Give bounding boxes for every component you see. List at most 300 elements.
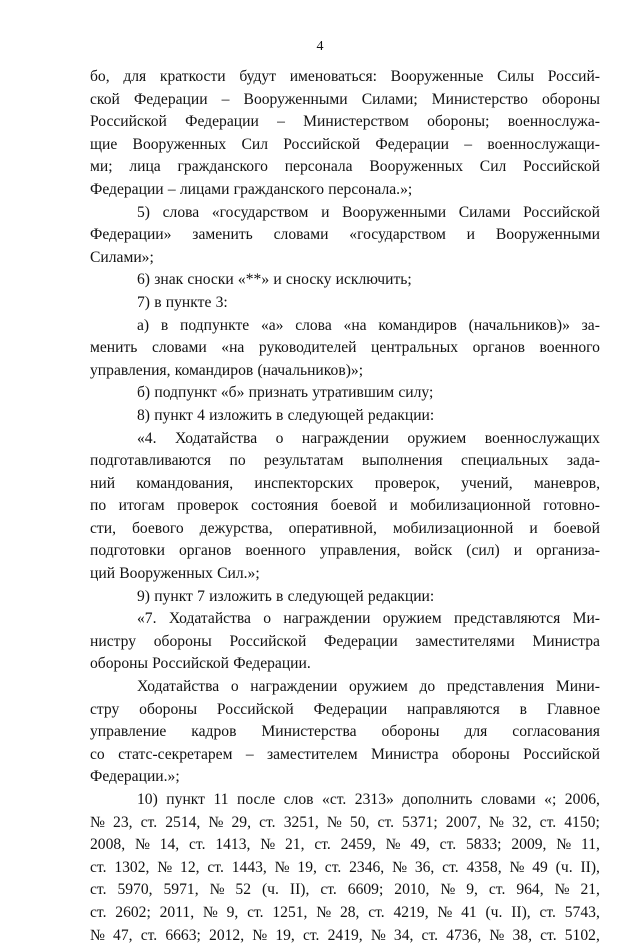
word: 6663; — [165, 926, 201, 944]
word: ст. — [488, 881, 506, 899]
word: ст. — [442, 858, 459, 876]
word: 23, — [113, 813, 133, 831]
word: представляются — [453, 610, 561, 628]
word: 5971, — [163, 881, 199, 899]
word: пункт — [166, 791, 205, 808]
word: (начальников)»; — [257, 361, 364, 379]
word: ций — [90, 565, 116, 583]
word: до — [419, 678, 436, 696]
word: о — [263, 610, 272, 628]
word: сти, — [90, 519, 116, 537]
word: менить — [90, 339, 138, 357]
word: ст. — [302, 926, 320, 944]
word: «4. — [137, 429, 157, 447]
word: (ч. — [261, 881, 279, 899]
word: Министерства — [261, 723, 357, 741]
word: 7 — [197, 587, 205, 605]
word: 2459, — [340, 836, 376, 854]
word: № — [489, 813, 504, 831]
word: Российской — [90, 113, 167, 131]
word: 4736, — [446, 926, 482, 944]
word: итогам — [118, 497, 165, 515]
word: 5833; — [465, 836, 502, 854]
text-line — [90, 653, 600, 676]
word: II), — [511, 903, 531, 921]
word: «а» — [260, 316, 284, 334]
text-line — [90, 428, 600, 451]
word: ст. — [90, 881, 107, 899]
word: подготавливаются — [90, 452, 212, 470]
word: № — [157, 858, 173, 876]
word: после — [237, 791, 276, 808]
text-line — [90, 382, 600, 405]
text-line — [90, 269, 600, 292]
word: II), — [580, 858, 600, 876]
word: «**» — [237, 271, 270, 289]
word: 50, — [349, 813, 370, 831]
word: проверок, — [374, 474, 440, 492]
word: следующей — [287, 587, 364, 605]
word: 21, — [580, 881, 600, 899]
word: 2419, — [327, 926, 363, 944]
word: – — [464, 135, 473, 153]
word: организа- — [536, 542, 600, 560]
word: подпункте — [179, 316, 250, 334]
word: командования, — [136, 474, 234, 492]
text-line — [90, 360, 600, 383]
word: стру — [90, 700, 120, 718]
word: управление — [90, 723, 167, 741]
text-line — [90, 676, 600, 699]
word: изложить — [209, 406, 272, 424]
word: Федерации — [133, 90, 208, 108]
word: (ч. — [485, 903, 503, 921]
word: со — [90, 745, 105, 763]
word: 9, — [226, 903, 239, 921]
word: подпункт — [154, 384, 217, 402]
word: 2011, — [159, 903, 195, 921]
word: 29, — [231, 813, 251, 831]
word: ст. — [90, 903, 107, 921]
word: 8) — [137, 406, 150, 424]
word: 5102, — [564, 926, 600, 944]
word: маневров, — [533, 474, 600, 492]
word: Вооруженными — [243, 90, 348, 108]
word: и — [529, 519, 538, 537]
word: б) — [137, 384, 151, 402]
word: 4150; — [564, 813, 600, 831]
word: 34, — [393, 926, 414, 944]
word: знак — [154, 271, 184, 289]
word: «7. — [137, 610, 157, 628]
word: 11 — [213, 791, 229, 808]
word: слова — [295, 316, 332, 334]
word: Силы — [497, 68, 535, 85]
word: 964, — [516, 881, 544, 899]
word: Министерство — [431, 90, 528, 108]
text-line — [90, 834, 600, 857]
word: 2009, — [511, 836, 547, 854]
word: Силами»; — [90, 248, 154, 266]
word: 2008, — [90, 836, 126, 854]
word: № — [489, 926, 505, 944]
word: заместителями — [415, 632, 515, 650]
word: за- — [581, 316, 600, 334]
text-line — [90, 111, 600, 134]
word: по — [229, 452, 246, 470]
word: управления, — [319, 542, 401, 560]
word: признать — [248, 384, 309, 402]
word: боевой — [553, 519, 600, 537]
word: ст. — [314, 836, 331, 854]
word: ст. — [368, 903, 385, 921]
word: Ходатайства — [137, 678, 220, 696]
word: ст. — [377, 813, 395, 831]
text-line — [90, 292, 600, 315]
text-line — [90, 495, 600, 518]
word: именоваться: — [289, 68, 377, 85]
word: дежурства, — [199, 519, 273, 537]
word: 2012, — [209, 926, 245, 944]
word: кадров — [191, 723, 237, 741]
word: ст. — [189, 836, 206, 854]
word: персонала — [284, 158, 353, 176]
word: о — [230, 678, 239, 696]
word: ст. — [247, 903, 264, 921]
word: военнослужащих — [484, 429, 600, 447]
word: учений, — [461, 474, 513, 492]
word: 1413, — [215, 836, 251, 854]
word: № — [274, 858, 290, 876]
word: ст. — [207, 858, 224, 876]
word: награждении — [301, 429, 389, 447]
word: Российской — [152, 655, 230, 673]
word: командиров — [378, 316, 457, 334]
word: следующей — [287, 406, 364, 424]
word: 38, — [512, 926, 532, 944]
word: Министерством — [303, 113, 409, 131]
word: командиров — [174, 361, 254, 379]
word: № — [440, 881, 456, 899]
word: Министра — [370, 745, 439, 763]
word: 5743, — [564, 903, 600, 921]
word: Российской — [216, 700, 294, 718]
word: 1302, — [114, 858, 150, 876]
word: и — [321, 203, 330, 221]
word: результатам — [264, 452, 344, 470]
word: 36, — [414, 858, 435, 876]
word: выполнения — [361, 452, 443, 470]
word: 2007, — [445, 813, 481, 831]
word: Российской — [523, 158, 600, 176]
word: для — [464, 723, 488, 741]
word: ст. — [320, 881, 337, 899]
word: оружием — [407, 429, 467, 447]
word: № — [90, 813, 105, 831]
word: – — [221, 90, 230, 108]
word: Российской — [283, 135, 361, 153]
word: 9, — [466, 881, 478, 899]
word: ст. — [421, 926, 439, 944]
word: сноски — [187, 271, 234, 289]
word: ст. — [439, 836, 457, 854]
word: Силами — [458, 203, 511, 221]
word: и — [273, 271, 282, 289]
word: Мини- — [555, 678, 600, 696]
word: № — [556, 836, 572, 854]
word: словами — [480, 791, 536, 808]
word: 4 — [197, 406, 205, 424]
word: ст. — [140, 926, 158, 944]
word: № — [209, 881, 225, 899]
word: лица — [129, 158, 161, 176]
word: № — [370, 926, 386, 944]
word: заменить — [192, 226, 253, 244]
word: – — [277, 113, 285, 131]
word: Россий- — [547, 68, 600, 85]
word: Силами; — [361, 90, 418, 108]
word: (ч. — [555, 858, 573, 876]
word: военного — [539, 339, 600, 357]
word: редакции: — [367, 587, 435, 605]
word: оперативной, — [288, 519, 377, 537]
word: № — [509, 858, 525, 876]
word: 6609; — [347, 881, 384, 899]
text-line — [90, 789, 600, 812]
text-line — [90, 902, 600, 925]
word: «б» — [220, 384, 245, 402]
word: ст. — [259, 813, 276, 831]
word: «государством — [349, 226, 446, 244]
word: готовно- — [543, 497, 600, 515]
word: боевого — [131, 519, 184, 537]
word: Сил — [241, 135, 268, 153]
word: военнослужа- — [507, 113, 600, 131]
word: № — [134, 836, 150, 854]
word: 2010, — [394, 881, 430, 899]
word: Вооруженными — [495, 226, 600, 244]
word: Федерации — [90, 180, 164, 198]
word: Вооруженными — [342, 203, 447, 221]
word: гражданского — [177, 158, 268, 176]
word: согласования — [512, 723, 600, 741]
word: специальных — [461, 452, 549, 470]
word: пункте — [165, 293, 212, 311]
word: представления — [446, 678, 545, 696]
word: № — [90, 926, 105, 944]
word: лицами — [179, 180, 230, 198]
text-line — [90, 857, 600, 880]
word: обороны — [542, 90, 600, 108]
word: будут — [239, 68, 277, 85]
word: № — [554, 881, 570, 899]
word: персонала.»; — [328, 180, 413, 198]
word: 5371; — [402, 813, 438, 831]
word: гражданского — [233, 180, 325, 198]
word: 7) — [137, 293, 150, 311]
word: 19, — [275, 926, 295, 944]
text-line — [90, 179, 600, 202]
word: 28, — [339, 903, 360, 921]
word: в — [519, 700, 528, 718]
text-line — [90, 766, 600, 789]
text-line — [90, 721, 600, 744]
word: Ходатайства — [168, 610, 251, 628]
text-line — [90, 89, 600, 112]
word: № — [326, 813, 342, 831]
word: военного — [245, 542, 306, 560]
text-line — [90, 473, 600, 496]
word: обороны — [451, 745, 510, 763]
word: 5) — [137, 203, 150, 221]
word: оружием — [382, 610, 442, 628]
word: в — [276, 406, 284, 424]
word: – — [167, 180, 176, 198]
word: Вооруженных — [369, 158, 464, 176]
word: дополнить — [402, 791, 473, 808]
word: исключить; — [335, 271, 412, 289]
word: мобилизационной — [392, 519, 514, 537]
word: Российской — [523, 745, 600, 763]
word: награждении — [250, 678, 338, 696]
word: 4219, — [393, 903, 429, 921]
word: 32, — [512, 813, 532, 831]
text-line — [90, 925, 600, 947]
word: щие — [90, 135, 118, 153]
word: Вооруженные — [390, 68, 484, 85]
word: а) — [137, 316, 150, 334]
word: 4358, — [466, 858, 502, 876]
word: 5970, — [117, 881, 153, 899]
word: 2006, — [564, 791, 600, 808]
word: органов — [472, 339, 525, 357]
word: пункт — [154, 587, 193, 605]
word: в — [154, 293, 162, 311]
text-line — [90, 202, 600, 225]
text-line — [90, 134, 600, 157]
word: Федерации. — [233, 655, 311, 673]
word: обороны — [381, 723, 440, 741]
word: ст. — [324, 858, 342, 876]
word: Федерации — [313, 700, 388, 718]
word: 2346, — [349, 858, 385, 876]
word: 52 — [235, 881, 252, 899]
word: ний — [90, 474, 116, 492]
word: словами — [273, 226, 329, 244]
word: направляются — [407, 700, 500, 718]
text-line — [90, 66, 600, 89]
text-line — [90, 224, 600, 247]
word: награждении — [283, 610, 371, 628]
word: центральных — [371, 339, 459, 357]
word: инспекторских — [254, 474, 354, 492]
word: Ходатайства — [174, 429, 258, 447]
word: 9) — [137, 587, 150, 605]
word: мобилизационной — [410, 497, 531, 515]
word: нистру — [90, 632, 137, 650]
word: 2313» — [354, 791, 394, 808]
word: и — [389, 497, 398, 515]
word: II), — [289, 881, 310, 899]
word: 41 — [461, 903, 477, 921]
word: 21, — [285, 836, 305, 854]
word: № — [202, 903, 218, 921]
word: и — [466, 226, 476, 244]
word: обороны — [153, 632, 212, 650]
word: ст. — [540, 926, 557, 944]
word: боевой — [330, 497, 377, 515]
word: военнослужащи- — [487, 135, 600, 153]
word: и — [513, 542, 523, 560]
word: «ст. — [322, 791, 347, 808]
word: № — [316, 903, 332, 921]
word: Федерации — [324, 632, 398, 650]
word: статс-секретарем — [118, 745, 233, 763]
word: Сил — [479, 158, 507, 176]
word: 49 — [532, 858, 548, 876]
word: обороны — [139, 700, 198, 718]
word: Федерации.»; — [90, 768, 180, 786]
word: для — [123, 68, 147, 85]
word: 14, — [159, 836, 180, 854]
word: обороны — [90, 655, 148, 673]
word: Федерации» — [90, 226, 172, 244]
word: заместителем — [266, 745, 358, 763]
word: по — [90, 497, 107, 515]
word: 11, — [581, 836, 600, 854]
word: проверок — [177, 497, 239, 515]
word: ст. — [90, 858, 107, 876]
word: ст. — [140, 813, 158, 831]
word: краткости — [159, 68, 226, 85]
word: слов — [283, 791, 314, 808]
word: (начальников)» — [468, 316, 570, 334]
text-line — [90, 586, 600, 609]
word: «на — [221, 339, 245, 357]
word: № — [252, 926, 268, 944]
text-line — [90, 540, 600, 563]
word: словами — [151, 339, 207, 357]
text-line — [90, 608, 600, 631]
text-line — [90, 405, 600, 428]
word: ми; — [90, 158, 113, 176]
word: сноску — [285, 271, 332, 289]
text-line — [90, 563, 600, 586]
word: о — [275, 429, 284, 447]
word: 47, — [113, 926, 133, 944]
text-line — [90, 699, 600, 722]
text-line — [90, 518, 600, 541]
text-line — [90, 879, 600, 902]
word: «; — [544, 791, 557, 808]
word: состояния — [250, 497, 319, 515]
word: (сил) — [466, 542, 500, 560]
word: утратившим — [312, 384, 395, 402]
text-line — [90, 812, 600, 835]
page-number: 4 — [316, 39, 324, 54]
text-line — [90, 337, 600, 360]
word: слова — [162, 203, 200, 221]
word: войск — [414, 542, 453, 560]
word: 6) — [137, 271, 150, 289]
word: 1443, — [231, 858, 267, 876]
word: управления, — [90, 361, 171, 379]
word: Федерации — [375, 135, 450, 153]
text-line — [90, 744, 600, 767]
word: «на — [343, 316, 367, 334]
word: Министра — [532, 632, 600, 650]
word: Российской — [229, 632, 307, 650]
